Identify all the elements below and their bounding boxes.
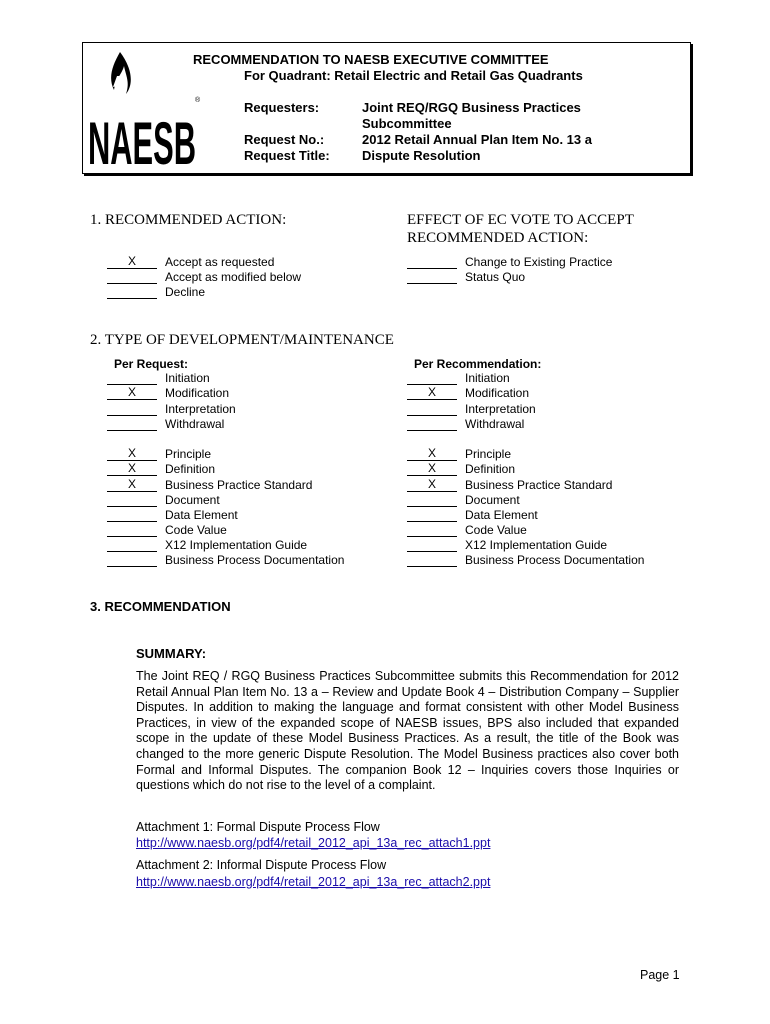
checkmark-blank: X <box>107 478 157 492</box>
action-option <box>107 254 275 270</box>
request-type <box>107 385 230 401</box>
item-label: X12 Implementation Guide <box>465 538 608 552</box>
requesters-value-line1: Joint REQ/RGQ Business Practices <box>362 100 581 115</box>
type-label: Interpretation <box>465 402 536 416</box>
request-type <box>107 402 236 417</box>
naesb-logo <box>86 48 204 170</box>
checkmark-blank: X <box>107 255 157 269</box>
checkmark-blank <box>407 493 457 507</box>
action-option <box>107 270 302 285</box>
checkmark-blank <box>107 402 157 416</box>
recommendation-item <box>407 446 512 462</box>
summary-label: SUMMARY: <box>136 646 207 661</box>
checkmark-blank <box>407 538 457 552</box>
request-title-label: Request Title: <box>244 148 330 163</box>
effect-option <box>407 270 526 285</box>
request-item <box>107 523 227 538</box>
attachment1-label: Attachment 1: Formal Dispute Process Flow <box>136 820 380 834</box>
section1-heading: 1. RECOMMENDED ACTION: <box>90 212 287 228</box>
recommendation-type <box>407 417 525 432</box>
request-title-value: Dispute Resolution <box>362 148 481 163</box>
section2-heading: 2. TYPE OF DEVELOPMENT/MAINTENANCE <box>90 332 394 348</box>
checkmark-blank <box>407 270 457 284</box>
checkmark-blank <box>407 417 457 431</box>
checkmark-blank <box>107 553 157 567</box>
item-label: Business Process Documentation <box>465 553 645 567</box>
option-label: Change to Existing Practice <box>465 255 613 269</box>
item-label: Document <box>465 493 520 507</box>
effect-heading-line1: EFFECT OF EC VOTE TO ACCEPT <box>407 212 634 228</box>
recommendation-item <box>407 461 516 477</box>
checkmark-blank <box>407 255 457 269</box>
recommendation-item <box>407 508 538 523</box>
request-item <box>107 477 313 493</box>
request-no-value: 2012 Retail Annual Plan Item No. 13 a <box>362 132 592 147</box>
requesters-label: Requesters: <box>244 100 320 115</box>
action-option <box>107 285 206 300</box>
type-label: Withdrawal <box>165 417 225 431</box>
checkmark-blank <box>107 538 157 552</box>
per-recommendation-label: Per Recommendation: <box>414 357 542 371</box>
header-title: RECOMMENDATION TO NAESB EXECUTIVE COMMITTEE <box>193 52 549 67</box>
checkmark-blank <box>107 417 157 431</box>
checkmark-blank <box>407 523 457 537</box>
type-label: Initiation <box>165 371 210 385</box>
recommendation-item <box>407 493 520 508</box>
item-label: Principle <box>165 447 212 461</box>
header-quadrant: For Quadrant: Retail Electric and Retail Gas Quadrants <box>244 68 583 83</box>
item-label: Principle <box>465 447 512 461</box>
option-label: Status Quo <box>465 270 526 284</box>
attachment1-link[interactable]: http://www.naesb.org/pdf4/retail_2012_api_13a_rec_attach1.ppt <box>136 836 491 850</box>
type-label: Withdrawal <box>465 417 525 431</box>
checkmark-blank <box>407 553 457 567</box>
item-label: X12 Implementation Guide <box>165 538 308 552</box>
option-label: Accept as modified below <box>165 270 302 284</box>
checkmark-blank: X <box>107 386 157 400</box>
checkmark-blank <box>107 371 157 385</box>
per-request-label: Per Request: <box>114 357 189 371</box>
logo-wordmark: NAESB <box>88 110 196 170</box>
option-label: Accept as requested <box>165 255 275 269</box>
item-label: Data Element <box>465 508 538 522</box>
checkmark-blank <box>107 285 157 299</box>
checkmark-blank <box>107 523 157 537</box>
checkmark-blank <box>407 402 457 416</box>
attachment2-label: Attachment 2: Informal Dispute Process Flow <box>136 858 387 872</box>
item-label: Business Process Documentation <box>165 553 345 567</box>
request-item <box>107 446 212 462</box>
summary-paragraph: The Joint REQ / RGQ Business Practices Subcommittee submits this Recommendation for 2012 Retail Annual Plan Item No. 13 a – Review and Update Book 4 – Distribution Company – Supplier Disputes. In addition to making the language and format consistent with other Model Business Practices, in view of the expanded scope of NAESB issues, BPS also included that expanded scope in the update of these Model Business Practices. As a result, the title of the Book was changed to the more generic Dispute Resolution. The Model Business practices also cover both Formal and Informal Disputes. The companion Book 12 – Inquiries covers those Inquiries or questions which do not rise to the level of a complaint. <box>136 669 679 793</box>
checkmark-blank: X <box>407 462 457 476</box>
checkmark-blank <box>407 371 457 385</box>
recommendation-type <box>407 402 536 417</box>
recommendation-item <box>407 477 613 493</box>
request-item <box>107 493 220 508</box>
checkmark-blank <box>407 508 457 522</box>
type-label: Initiation <box>465 371 510 385</box>
recommendation-type <box>407 385 530 401</box>
item-label: Code Value <box>465 523 527 537</box>
request-type <box>107 417 225 432</box>
attachment2-link[interactable]: http://www.naesb.org/pdf4/retail_2012_api_13a_rec_attach2.ppt <box>136 875 491 889</box>
item-label: Business Practice Standard <box>165 478 313 492</box>
checkmark-blank: X <box>407 478 457 492</box>
item-label: Definition <box>165 462 216 476</box>
checkmark-blank: X <box>407 386 457 400</box>
item-label: Code Value <box>165 523 227 537</box>
request-item <box>107 461 216 477</box>
item-label: Data Element <box>165 508 238 522</box>
type-label: Modification <box>465 386 530 400</box>
recommendation-item <box>407 553 645 568</box>
checkmark-blank <box>107 270 157 284</box>
recommendation-item <box>407 523 527 538</box>
type-label: Modification <box>165 386 230 400</box>
section3-heading: 3. RECOMMENDATION <box>90 599 231 614</box>
option-label: Decline <box>165 285 206 299</box>
checkmark-blank <box>107 508 157 522</box>
item-label: Definition <box>465 462 516 476</box>
recommendation-item <box>407 538 608 553</box>
requesters-value-line2: Subcommittee <box>362 116 452 131</box>
checkmark-blank: X <box>107 447 157 461</box>
svg-text:®: ® <box>195 97 201 104</box>
item-label: Business Practice Standard <box>465 478 613 492</box>
effect-option <box>407 255 613 270</box>
recommendation-type <box>407 371 510 386</box>
item-label: Document <box>165 493 220 507</box>
checkmark-blank: X <box>107 462 157 476</box>
request-type <box>107 371 210 386</box>
request-item <box>107 553 345 568</box>
checkmark-blank: X <box>407 447 457 461</box>
effect-heading-line2: RECOMMENDED ACTION: <box>407 230 589 246</box>
page-number: Page 1 <box>640 968 680 982</box>
request-item <box>107 538 308 553</box>
request-no-label: Request No.: <box>244 132 325 147</box>
type-label: Interpretation <box>165 402 236 416</box>
checkmark-blank <box>107 493 157 507</box>
request-item <box>107 508 238 523</box>
